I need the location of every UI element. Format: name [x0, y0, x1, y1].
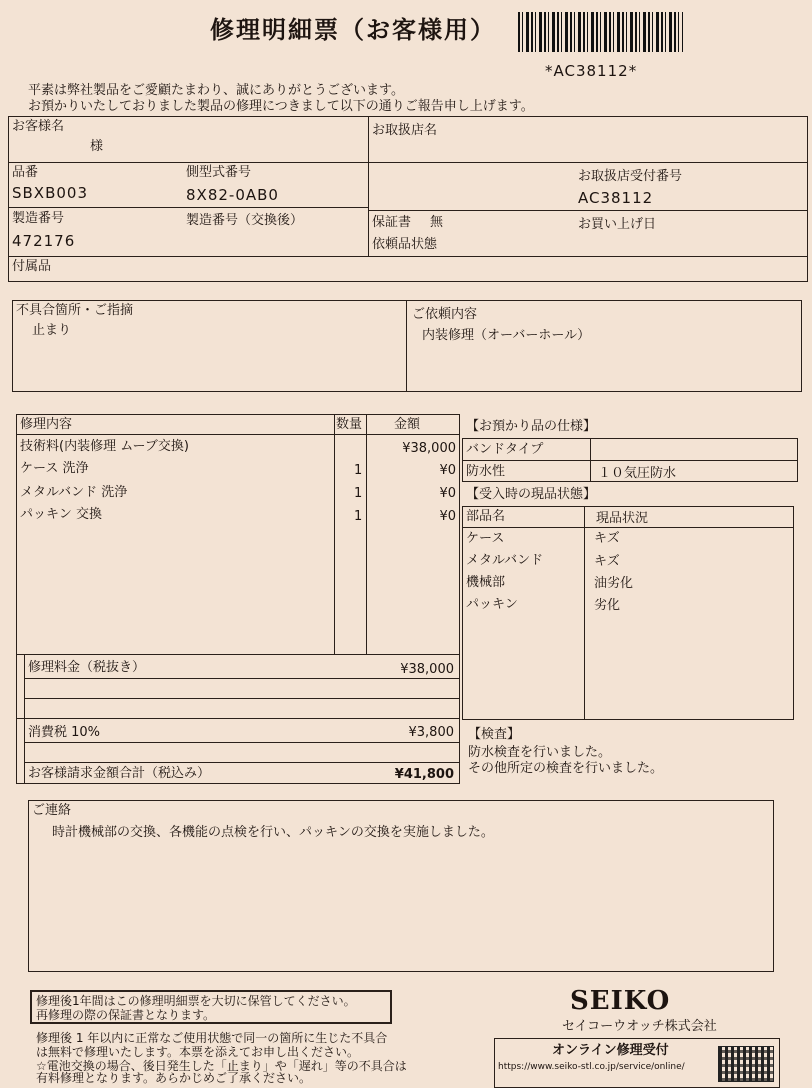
defect-label: 不具合箇所・ご指摘 — [16, 303, 134, 318]
state-column-header: 現品状況 — [596, 511, 649, 526]
repair-item-content: ケース 洗浄 — [20, 461, 89, 476]
retention-notice-line-1: 修理後1年間はこの修理明細票を大切に保管してください。 — [36, 994, 356, 1008]
divider — [584, 506, 585, 720]
received-table — [462, 506, 794, 720]
warranty-label: 保証書 — [372, 215, 412, 230]
received-part: パッキン — [466, 597, 518, 612]
warranty-value: 無 — [430, 215, 444, 230]
model-label: 品番 — [12, 165, 39, 180]
divider — [16, 654, 460, 655]
divider — [368, 116, 369, 256]
divider — [8, 207, 368, 208]
repair-item-amount: ¥0 — [439, 509, 456, 524]
repair-content-header: 修理内容 — [20, 417, 73, 432]
repair-item-content: パッキン 交換 — [20, 507, 103, 522]
received-state: 劣化 — [594, 598, 621, 613]
warranty-text-2: は無料で修理いたします。本票を添えてお申し出ください。 — [36, 1045, 360, 1059]
company-name: セイコーウオッチ株式会社 — [562, 1019, 717, 1034]
divider — [8, 256, 808, 257]
defect-value: 止まり — [32, 323, 72, 338]
barcode-image — [518, 12, 683, 52]
received-state: 油劣化 — [594, 576, 634, 591]
inspection-line-1: 防水検査を行いました。 — [468, 745, 612, 760]
seiko-logo: SEIKO — [570, 986, 671, 1016]
divider — [24, 654, 25, 784]
repair-item-qty: 1 — [354, 509, 363, 524]
serial-label: 製造番号 — [12, 211, 65, 226]
customer-info-table — [8, 116, 808, 282]
subtotal-label: 修理料金（税抜き） — [28, 660, 146, 675]
tax-value: ¥3,800 — [408, 725, 454, 740]
divider — [16, 718, 460, 719]
received-title: 【受入時の現品状態】 — [466, 487, 597, 502]
water-resistance-value: １０気圧防水 — [598, 466, 677, 481]
repair-item-content: メタルバンド 洗浄 — [20, 485, 128, 500]
warranty-text-3: ☆電池交換の場合、後日発生した「止まり」や「遅れ」等の不具合は — [36, 1059, 407, 1073]
received-state: キズ — [594, 531, 620, 546]
divider — [590, 438, 591, 482]
divider — [16, 434, 460, 435]
quantity-header: 数量 — [336, 417, 363, 432]
request-value: 内装修理（オーバーホール） — [422, 328, 591, 343]
amount-header: 金額 — [394, 417, 421, 432]
contact-label: ご連絡 — [32, 803, 72, 818]
qr-code-image[interactable] — [718, 1046, 774, 1082]
divider — [462, 460, 798, 461]
customer-sama: 様 — [90, 139, 104, 154]
received-part: メタルバンド — [466, 553, 544, 568]
warranty-text-4: 有料修理となります。あらかじめご了承ください。 — [36, 1071, 312, 1085]
total-value: ¥41,800 — [394, 767, 454, 782]
retention-notice-line-2: 再修理の際の保証書となります。 — [36, 1008, 216, 1022]
divider — [8, 162, 808, 163]
online-repair-url[interactable]: https://www.seiko-stl.co.jp/service/online/ — [498, 1062, 685, 1072]
online-repair-title: オンライン修理受付 — [552, 1043, 669, 1058]
repair-item-amount: ¥38,000 — [402, 441, 456, 456]
band-type-label: バンドタイプ — [466, 442, 544, 457]
intro-line-2: お預かりいたしておりました製品の修理につきまして以下の通りご報告申し上げます。 — [28, 99, 534, 114]
divider — [366, 414, 367, 654]
inspection-line-2: その他所定の検査を行いました。 — [468, 761, 664, 776]
serial-after-label: 製造番号（交換後） — [186, 213, 304, 228]
divider — [368, 210, 808, 211]
repair-item-amount: ¥0 — [439, 486, 456, 501]
repair-item-amount: ¥0 — [439, 463, 456, 478]
divider — [24, 742, 460, 743]
store-name-label: お取扱店名 — [372, 123, 438, 138]
warranty-text-1: 修理後 1 年以内に正常なご使用状態で同一の箇所に生じた不具合 — [36, 1031, 388, 1045]
case-number-value: 8X82-0AB0 — [186, 186, 279, 204]
total-label: お客様請求金額合計（税込み） — [28, 766, 211, 781]
divider — [406, 300, 407, 392]
spec-title: 【お預かり品の仕様】 — [466, 419, 597, 434]
received-part: 機械部 — [466, 575, 506, 590]
tax-label: 消費税 10% — [28, 725, 101, 740]
divider — [334, 414, 335, 654]
serial-value: 472176 — [12, 232, 76, 250]
model-value: SBXB003 — [12, 184, 89, 202]
repair-item-content: 技術料(内装修理 ムーブ交換) — [20, 439, 189, 454]
barcode-number: *AC38112* — [545, 62, 638, 80]
request-label: ご依頼内容 — [412, 307, 478, 322]
repair-item-qty: 1 — [354, 463, 363, 478]
contact-text: 時計機械部の交換、各機能の点検を行い、パッキンの交換を実施しました。 — [52, 825, 494, 840]
repair-item-qty: 1 — [354, 486, 363, 501]
divider — [24, 698, 460, 699]
customer-name-label: お客様名 — [12, 119, 65, 134]
intro-line-1: 平素は弊社製品をご愛顧たまわり、誠にありがとうございます。 — [28, 83, 404, 98]
received-state: キズ — [594, 554, 620, 569]
receipt-number-label: お取扱店受付番号 — [578, 169, 683, 184]
part-column-header: 部品名 — [466, 509, 506, 524]
document-title: 修理明細票（お客様用） — [210, 16, 496, 44]
accessories-label: 付属品 — [12, 259, 52, 274]
condition-label: 依頼品状態 — [372, 237, 438, 252]
subtotal-value: ¥38,000 — [400, 662, 454, 677]
divider — [24, 762, 460, 763]
water-resistance-label: 防水性 — [466, 464, 506, 479]
received-part: ケース — [466, 531, 505, 546]
receipt-number-value: AC38112 — [578, 189, 654, 207]
case-number-label: 側型式番号 — [186, 165, 252, 180]
inspection-title: 【検査】 — [468, 727, 521, 742]
divider — [24, 678, 460, 679]
divider — [462, 527, 794, 528]
purchase-date-label: お買い上げ日 — [578, 217, 657, 232]
